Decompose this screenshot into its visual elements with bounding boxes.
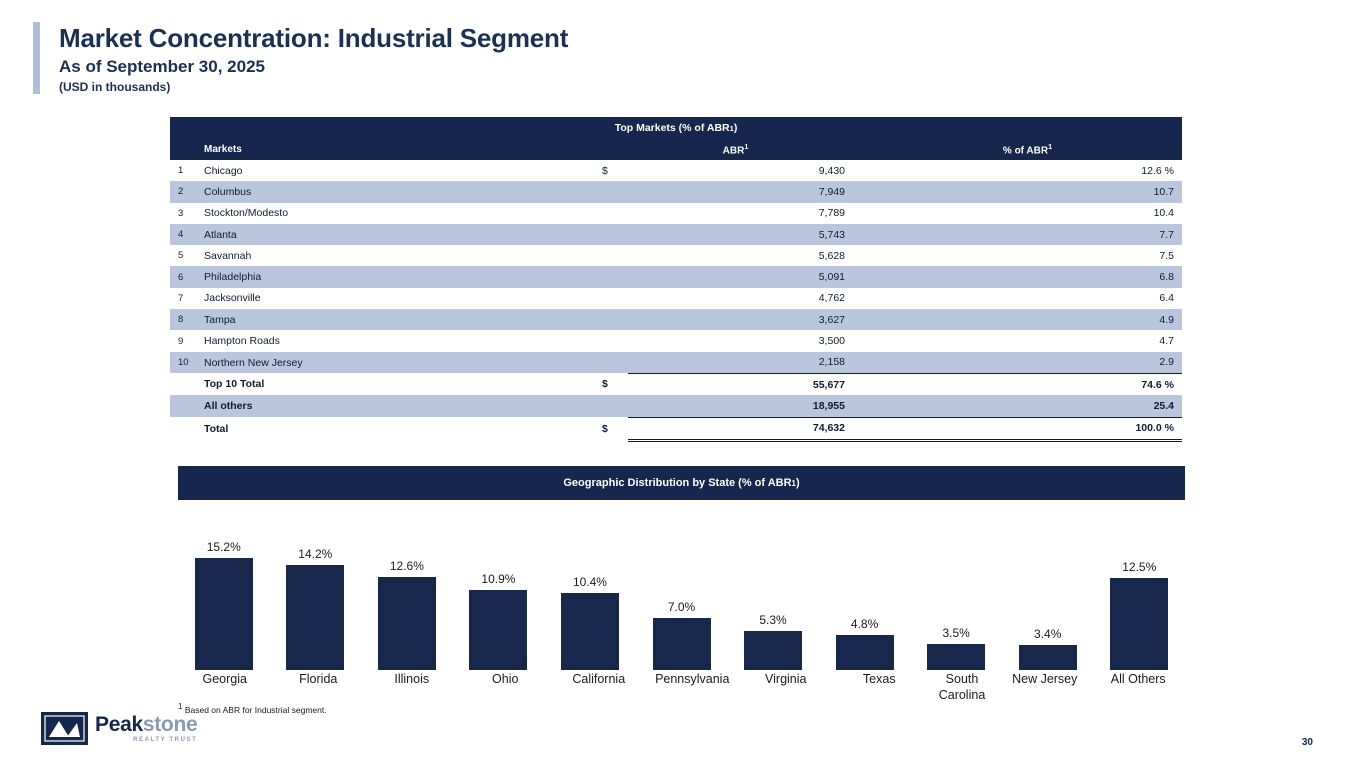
- bar-value-label: 10.9%: [481, 572, 516, 586]
- bar-column: [544, 510, 636, 670]
- slide-header: [33, 22, 568, 94]
- x-label: Illinois: [394, 672, 430, 686]
- row-rank: 8: [170, 309, 198, 330]
- bar-value-label: 4.8%: [850, 617, 879, 631]
- header-pct-sup: 1: [1048, 142, 1053, 152]
- row-pct: 10.4: [1153, 207, 1174, 220]
- row-rank: 2: [170, 181, 198, 202]
- company-logo: [41, 712, 197, 745]
- total-pct: 74.6 %: [1141, 378, 1174, 391]
- logo-wordmark: [95, 714, 197, 743]
- x-label: All Others: [1110, 672, 1166, 686]
- bar-column: [270, 510, 362, 670]
- logo-tagline: REALTY TRUST: [133, 737, 198, 743]
- row-pct: 10.7: [873, 181, 1182, 202]
- x-label: Ohio: [492, 672, 519, 686]
- row-abr: 3,500: [818, 335, 845, 348]
- page-subtitle: As of September 30, 2025: [59, 56, 265, 76]
- grand-total-label: Total: [204, 422, 229, 435]
- logo-text-main: Peak: [95, 713, 143, 736]
- total-rank: [170, 395, 198, 417]
- row-abr: 7,789: [818, 207, 845, 220]
- chart-title-band: [178, 466, 1185, 500]
- row-currency: [598, 330, 628, 351]
- geographic-distribution-chart: [178, 510, 1185, 670]
- table-grand-total-row: [170, 417, 1182, 440]
- units-note: (USD in thousands): [59, 80, 171, 95]
- bar-florida: [286, 565, 344, 670]
- table-body: [170, 160, 1182, 440]
- row-market: Northern New Jersey: [198, 352, 598, 374]
- total-abr: 18,955: [628, 395, 873, 417]
- grand-total-currency: $: [602, 422, 608, 435]
- row-abr: 5,628: [818, 249, 845, 262]
- row-pct: 7.5: [1159, 249, 1174, 262]
- header-pct: [873, 139, 1182, 160]
- table-header-row: [170, 139, 1182, 160]
- row-pct: 2.9: [873, 352, 1182, 374]
- x-label: Pennsylvania: [655, 672, 730, 686]
- total-label: Top 10 Total: [204, 378, 265, 391]
- row-rank: 4: [170, 224, 198, 245]
- table-band-title-end: ): [733, 122, 738, 134]
- table-row: [170, 330, 1182, 351]
- chart-bars: [178, 510, 1185, 670]
- x-label: New Jersey: [1012, 672, 1078, 686]
- row-abr: 3,627: [628, 309, 873, 330]
- table-total-row: [170, 395, 1182, 417]
- bar-column: [178, 510, 270, 670]
- row-rank: 7: [178, 292, 184, 304]
- row-abr: 7,949: [628, 181, 873, 202]
- table-row: [170, 203, 1182, 224]
- table-row: [170, 160, 1182, 181]
- bar-column: [819, 510, 911, 670]
- row-market: Atlanta: [198, 224, 598, 245]
- footnote-marker: 1: [178, 702, 183, 711]
- row-currency: [598, 181, 628, 202]
- row-market: Hampton Roads: [204, 335, 280, 348]
- bar-column: [636, 510, 728, 670]
- row-currency: $: [602, 164, 608, 177]
- row-rank: 6: [170, 266, 198, 287]
- x-label: Georgia: [202, 672, 247, 686]
- row-market: Stockton/Modesto: [204, 207, 289, 220]
- row-abr: 4,762: [818, 292, 845, 305]
- row-rank: 1: [178, 165, 184, 177]
- bar-south-carolina: [927, 644, 985, 670]
- page-number: 30: [1301, 737, 1313, 748]
- grand-total-rank: [170, 417, 198, 440]
- table-row: [170, 224, 1182, 245]
- x-label: Florida: [299, 672, 338, 686]
- row-abr: 2,158: [628, 352, 873, 374]
- row-rank: 9: [178, 335, 184, 347]
- row-market: Philadelphia: [198, 266, 598, 287]
- total-currency: [598, 395, 628, 417]
- table-row: [170, 266, 1182, 287]
- total-abr: 55,677: [812, 378, 845, 391]
- bar-virginia: [744, 631, 802, 670]
- table-row: [170, 181, 1182, 202]
- table-total-row: [170, 373, 1182, 395]
- header-text-block: [59, 22, 568, 94]
- row-pct: 6.4: [1159, 292, 1174, 305]
- total-label: All others: [198, 395, 598, 417]
- bar-value-label: 15.2%: [206, 540, 241, 554]
- table-band-title-sup: 1: [729, 123, 734, 133]
- chart-title-text: Geographic Distribution by State (% of ABR: [563, 477, 792, 489]
- bar-new-jersey: [1019, 645, 1077, 670]
- table-row: [170, 352, 1182, 374]
- row-market: Tampa: [198, 309, 598, 330]
- top-markets-table: [170, 117, 1182, 442]
- x-label: California: [572, 672, 626, 686]
- bar-column: [361, 510, 453, 670]
- row-pct: 6.8: [873, 266, 1182, 287]
- header-abr-text: ABR: [722, 145, 745, 157]
- row-pct: 4.9: [873, 309, 1182, 330]
- peakstone-mark-icon: [41, 712, 88, 745]
- bar-column: [453, 510, 545, 670]
- bar-value-label: 10.4%: [572, 575, 607, 589]
- x-label: Texas: [862, 672, 896, 686]
- total-currency: $: [602, 378, 608, 391]
- chart-x-axis-labels: [178, 672, 1185, 703]
- row-currency: [598, 352, 628, 374]
- page-title: Market Concentration: Industrial Segment: [59, 23, 569, 53]
- bar-value-label: 14.2%: [298, 547, 333, 561]
- header-abr-sup: 1: [744, 142, 749, 152]
- bar-california: [561, 593, 619, 670]
- row-rank: 5: [178, 250, 184, 262]
- bar-illinois: [378, 577, 436, 670]
- x-label: Virginia: [765, 672, 807, 686]
- logo-text-light: stone: [142, 713, 198, 736]
- row-pct: 4.7: [1159, 335, 1174, 348]
- header-pct-text: % of ABR: [1002, 145, 1049, 157]
- grand-total-pct: 100.0 %: [873, 417, 1182, 440]
- row-pct: 12.6 %: [1141, 164, 1174, 177]
- bar-value-label: 3.5%: [942, 626, 970, 640]
- bar-column: [910, 510, 1002, 670]
- bar-column: [1002, 510, 1094, 670]
- row-currency: [598, 266, 628, 287]
- row-currency: [598, 203, 628, 224]
- footnote-text: Based on ABR for Industrial segment.: [184, 704, 327, 715]
- table-row: [170, 245, 1182, 266]
- bar-value-label: 12.6%: [389, 559, 424, 573]
- grand-total-abr: 74,632: [628, 417, 873, 440]
- chart-title-sup: 1: [791, 478, 796, 488]
- markets-table: [170, 139, 1182, 442]
- row-pct: 7.7: [873, 224, 1182, 245]
- row-currency: [598, 224, 628, 245]
- bar-all-others: [1110, 578, 1168, 670]
- bar-texas: [836, 635, 894, 670]
- total-pct: 25.4: [873, 395, 1182, 417]
- header-abr: [598, 139, 873, 160]
- row-currency: [598, 309, 628, 330]
- row-abr: 5,091: [628, 266, 873, 287]
- row-currency: [598, 288, 628, 309]
- row-market: Columbus: [198, 181, 598, 202]
- row-market: Jacksonville: [204, 292, 261, 305]
- logo-text: [95, 714, 197, 735]
- bar-georgia: [195, 558, 253, 670]
- bar-value-label: 5.3%: [759, 613, 787, 627]
- header-accent-bar: [33, 22, 40, 94]
- chart-title-end: ): [795, 477, 800, 489]
- row-market: Chicago: [204, 164, 243, 177]
- table-row: [170, 309, 1182, 330]
- header-rank: [170, 139, 198, 160]
- footnote: [178, 702, 327, 715]
- bar-value-label: 12.5%: [1122, 560, 1157, 574]
- row-rank: 3: [178, 207, 184, 219]
- bar-column: [1093, 510, 1185, 670]
- total-rank: [170, 373, 198, 395]
- x-label: South Carolina: [938, 672, 986, 702]
- bar-value-label: 3.4%: [1034, 627, 1062, 641]
- row-rank: 10: [170, 352, 198, 374]
- row-abr: 5,743: [628, 224, 873, 245]
- bar-column: [727, 510, 819, 670]
- bar-pennsylvania: [653, 618, 711, 670]
- bar-ohio: [469, 590, 527, 670]
- table-band-title: [170, 117, 1182, 139]
- table-band-title-text: Top Markets (% of ABR: [614, 122, 730, 134]
- table-row: [170, 288, 1182, 309]
- header-markets: Markets: [198, 139, 598, 160]
- row-currency: [598, 245, 628, 266]
- row-abr: 9,430: [818, 164, 845, 177]
- bar-value-label: 7.0%: [667, 600, 696, 614]
- row-market: Savannah: [204, 249, 252, 262]
